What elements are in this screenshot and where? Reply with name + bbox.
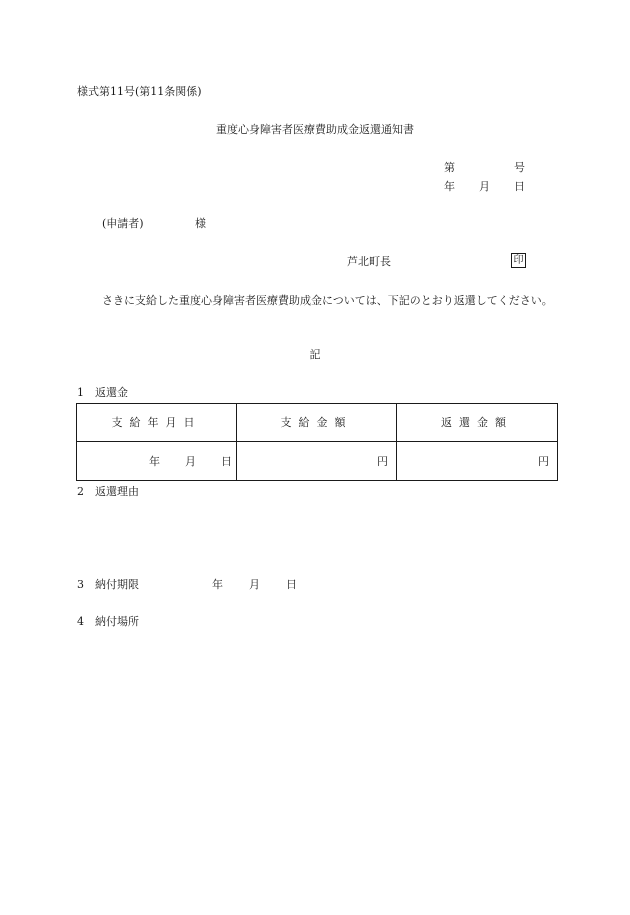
section-number: 2 xyxy=(77,485,84,498)
deadline-month: 月 xyxy=(249,578,260,591)
header-payment-date: 支給年月日 xyxy=(77,404,237,442)
notice-body: さきに支給した重度心身障害者医療費助成金については、下記のとおり返還してください。 xyxy=(102,294,553,307)
deadline-day: 日 xyxy=(286,578,297,591)
issue-date-day: 日 xyxy=(514,180,525,193)
cell-date-year: 年 xyxy=(149,455,160,468)
section-label: 納付期限 xyxy=(95,578,139,591)
section-label: 返還理由 xyxy=(95,485,139,498)
seal-stamp: 印 xyxy=(511,253,526,268)
sender-name: 芦北町長 xyxy=(347,255,391,268)
header-payment-amount: 支給金額 xyxy=(237,404,397,442)
section-refund-reason xyxy=(77,486,139,497)
cell-date-month: 月 xyxy=(185,455,196,468)
document-number-suffix: 号 xyxy=(514,161,525,174)
refund-table xyxy=(76,403,558,481)
section-number: 3 xyxy=(77,578,84,591)
table-row xyxy=(77,442,558,481)
cell-refund-amount[interactable] xyxy=(397,442,558,481)
applicant-label: (申請者) xyxy=(102,217,144,230)
section-payment-deadline xyxy=(77,579,139,590)
ki-heading: 記 xyxy=(309,348,321,361)
section-number: 4 xyxy=(77,615,84,628)
section-payment-location xyxy=(77,616,139,627)
cell-date-day: 日 xyxy=(221,455,232,468)
section-label: 返還金 xyxy=(95,386,128,399)
section-refund-amount xyxy=(77,387,128,398)
document-number-prefix: 第 xyxy=(444,161,455,174)
form-number: 様式第11号(第11条関係) xyxy=(77,85,202,98)
deadline-year: 年 xyxy=(212,578,223,591)
document-title: 重度心身障害者医療費助成金返還通知書 xyxy=(216,123,414,136)
section-number: 1 xyxy=(77,386,84,399)
cell-payment-date[interactable] xyxy=(77,442,237,481)
cell-payment-amount[interactable] xyxy=(237,442,397,481)
yen-unit: 円 xyxy=(538,454,549,468)
header-refund-amount: 返還金額 xyxy=(397,404,558,442)
section-label: 納付場所 xyxy=(95,615,139,628)
issue-date-month: 月 xyxy=(479,180,490,193)
applicant-honorific: 様 xyxy=(195,217,206,230)
yen-unit: 円 xyxy=(377,454,388,468)
issue-date-year: 年 xyxy=(444,180,455,193)
table-header-row xyxy=(77,404,558,442)
